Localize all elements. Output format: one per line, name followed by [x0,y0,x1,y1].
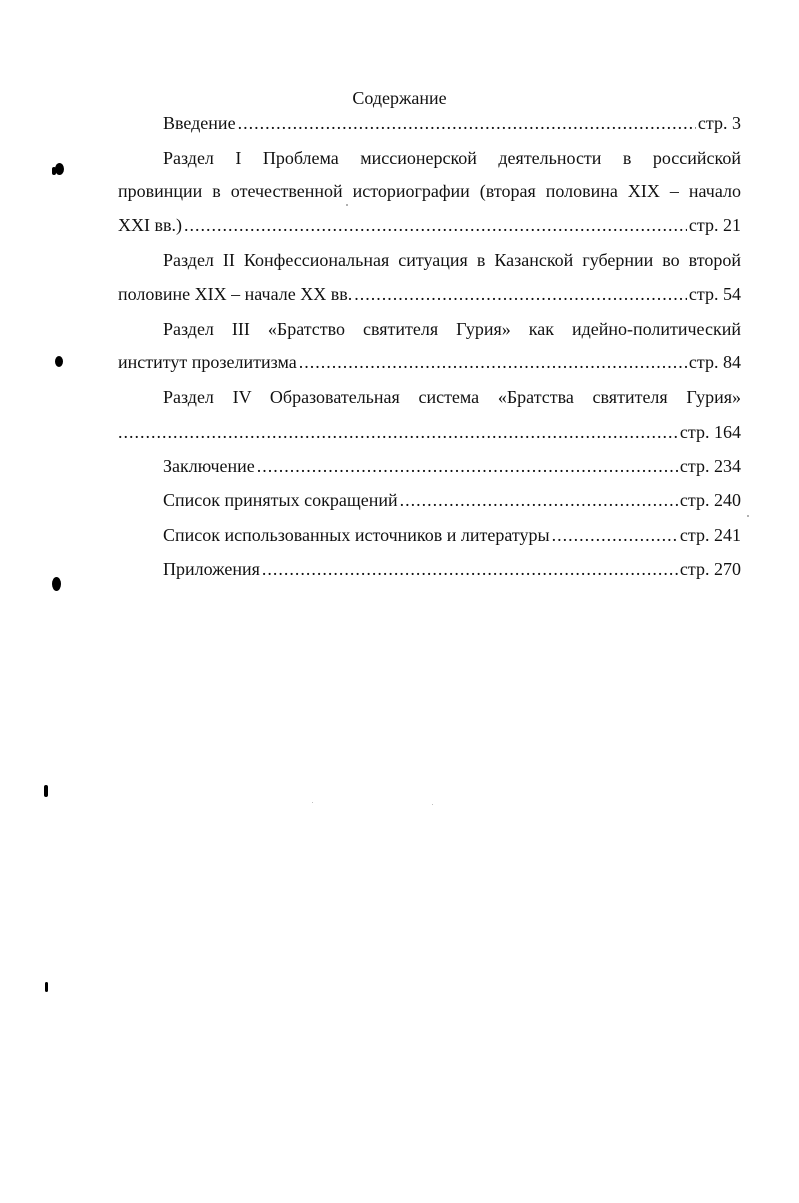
toc-entry-section-2-line-1: Раздел II Конфессиональная ситуация в Казанской губернии во второй [163,250,741,270]
scan-speck [346,204,348,206]
scan-speck [747,515,749,517]
toc-leader [299,351,687,373]
toc-entry-sources [163,524,741,546]
toc-leader [552,524,678,546]
toc-leader [400,489,678,511]
toc-label: Список использованных источников и литературы [163,525,550,545]
toc-entry-introduction [163,112,741,134]
toc-page: стр. 164 [679,422,741,442]
toc-entry-section-1-line-2: провинции в отечественной историографии (вторая половина XIX – начало [118,181,741,201]
toc-page: стр. 240 [679,490,741,510]
toc-page: стр. 270 [679,559,741,579]
binding-mark [55,163,64,175]
toc-entry-section-2-line-2 [118,283,741,305]
toc-entry-conclusion [163,455,741,477]
binding-mark [44,785,48,797]
toc-entry-appendices [163,558,741,580]
toc-leader [184,214,687,236]
toc-label: Заключение [163,456,255,476]
toc-entry-section-1-line-3 [118,214,741,236]
toc-label: Приложения [163,559,260,579]
toc-page: стр. 84 [688,352,741,372]
toc-leader [354,283,687,305]
toc-page: стр. 21 [688,215,741,235]
page-title: Содержание [352,88,447,108]
toc-entry-section-3-line-2 [118,351,741,373]
toc-label: Введение [163,113,236,133]
toc-entry-abbreviations [163,489,741,511]
toc-entry-section-1-line-1: Раздел I Проблема миссионерской деятельности в российской [163,148,741,168]
binding-mark [45,982,48,992]
scan-speck [432,804,433,805]
toc-leader [118,421,678,443]
toc-label: XXI вв.) [118,215,182,235]
toc-entry-section-3-line-1: Раздел III «Братство святителя Гурия» как идейно-политический [163,319,741,339]
binding-mark [55,356,63,367]
binding-mark [52,577,61,591]
toc-leader [238,112,696,134]
toc-leader [257,455,678,477]
toc-page: стр. 241 [679,525,741,545]
toc-label: Список принятых сокращений [163,490,398,510]
scan-speck [312,802,313,803]
binding-mark [52,167,56,175]
toc-page: стр. 3 [697,113,741,133]
toc-leader [262,558,678,580]
toc-page: стр. 54 [688,284,741,304]
toc-entry-section-4-line-1: Раздел IV Образовательная система «Братства святителя Гурия» [163,387,741,407]
toc-entry-section-4-line-2 [118,421,741,443]
toc-page: стр. 234 [679,456,741,476]
toc-label: институт прозелитизма [118,352,297,372]
toc-label: половине XIX – начале XX вв. [118,284,353,304]
